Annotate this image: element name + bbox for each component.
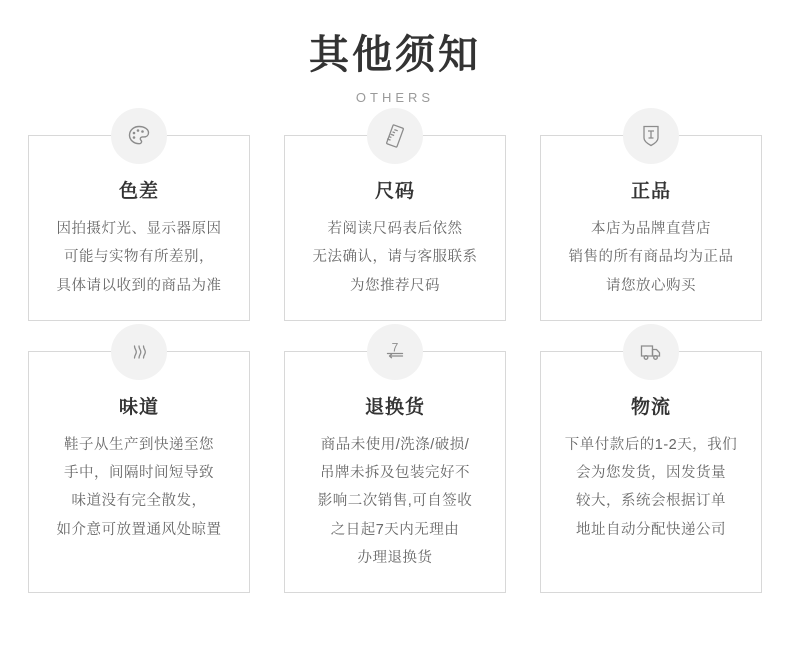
page-title: 其他须知 (309, 33, 481, 77)
card-body (41, 215, 237, 300)
card-line: 商品未使用/洗涤/破损/ (320, 436, 470, 453)
notice-card (284, 340, 506, 593)
card-line: 无法确认，请与客服联系 (312, 249, 478, 266)
card-line: 销售的所有商品均为正品 (568, 249, 734, 266)
card-title: 尺码 (374, 181, 415, 202)
notice-card (28, 135, 250, 321)
delivery-truck-icon (623, 324, 679, 380)
card-line: 较大，系统会根据订单 (576, 493, 726, 510)
card-body (553, 215, 749, 300)
odor-waves-icon (111, 324, 167, 380)
return-exchange-icon (367, 324, 423, 380)
genuine-badge-icon (623, 108, 679, 164)
card-body (41, 431, 237, 544)
card-line: 如介意可放置通风处晾置 (56, 521, 222, 538)
card-line: 手中，间隔时间短导致 (64, 465, 214, 482)
card-body (297, 215, 493, 300)
card-line: 会为您发货，因发货量 (576, 465, 726, 482)
svg-text:7: 7 (391, 340, 399, 355)
card-line: 之日起7天内无理由 (330, 521, 460, 538)
palette-icon (111, 108, 167, 164)
card-line: 影响二次销售,可自签收 (317, 493, 473, 510)
card-line: 请您放心购买 (606, 277, 696, 294)
card-title: 味道 (118, 396, 159, 418)
card-line: 因拍摄灯光、显示器原因 (56, 221, 222, 237)
card-title: 退换货 (364, 396, 425, 418)
notice-card (284, 135, 506, 321)
ruler-icon (367, 108, 423, 164)
notice-card-grid (0, 135, 790, 623)
card-body (297, 431, 493, 572)
page-header (0, 0, 790, 105)
card-title: 正品 (630, 181, 671, 202)
card-line: 可能与实物有所差别， (64, 249, 214, 266)
card-line: 具体请以收到的商品为准 (56, 277, 222, 294)
card-body (553, 431, 749, 544)
page-subtitle: OTHERS (355, 90, 435, 105)
card-line: 味道没有完全散发， (71, 493, 207, 510)
card-title: 物流 (630, 396, 671, 418)
card-line: 办理退换货 (357, 549, 433, 566)
card-line: 吊牌未拆及包装完好不 (320, 465, 470, 482)
card-line: 下单付款后的1-2天，我们 (564, 436, 738, 453)
card-title: 色差 (118, 181, 159, 202)
card-line: 地址自动分配快递公司 (576, 521, 726, 538)
notice-card (540, 135, 762, 321)
card-line: 为您推荐尺码 (350, 277, 440, 294)
card-line: 若阅读尺码表后依然 (327, 221, 463, 237)
card-line: 鞋子从生产到快递至您 (64, 436, 214, 453)
notice-card (540, 351, 762, 593)
card-line: 本店为品牌直营店 (591, 221, 711, 237)
notice-card (28, 351, 250, 593)
